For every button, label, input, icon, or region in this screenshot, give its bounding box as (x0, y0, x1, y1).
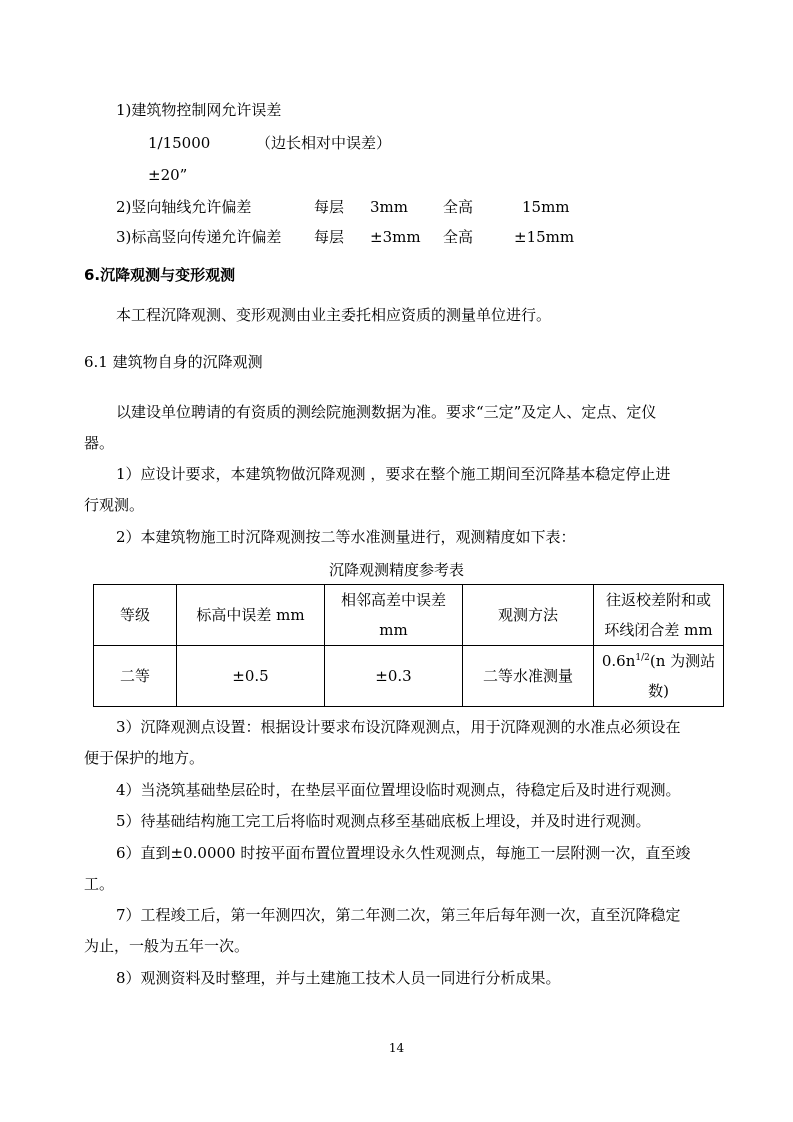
elevation-per-floor-value: ±3mm (370, 228, 421, 246)
elevation-total-label: 全高 (443, 228, 474, 246)
paragraph-standard-line-1: 以建设单位聘请的有资质的测绘院施测数据为准。要求“三定”及定人、定点、定仪 (116, 403, 657, 421)
paragraph-standard-line-2: 器。 (84, 434, 115, 452)
elevation-per-floor-label: 每层 (314, 228, 345, 246)
header-method: 观测方法 (463, 585, 594, 646)
item-5: 5）待基础结构施工完工后将临时观测点移至基础底板上埋设，并及时进行观测。 (116, 812, 651, 830)
cell-adjacent-error: ±0.3 (325, 646, 463, 707)
elevation-tolerance-label: 3)标高竖向传递允许偏差 (116, 228, 282, 246)
cell-closure-error (594, 646, 724, 707)
header-adjacent-error (325, 585, 463, 646)
item-4: 4）当浇筑基础垫层砼时，在垫层平面位置埋设临时观测点，待稳定后及时进行观测。 (116, 781, 681, 799)
tolerance-ratio: 1/15000 (148, 134, 211, 152)
header-grade: 等级 (94, 585, 177, 646)
item-6-line-2: 工。 (84, 875, 115, 893)
table-header-row (94, 585, 724, 646)
closure-formula-note-2: 数) (648, 682, 669, 700)
subsection-heading-6-1: 6.1 建筑物自身的沉降观测 (84, 353, 263, 371)
cell-method: 二等水准测量 (463, 646, 594, 707)
header-closure-error (594, 585, 724, 646)
cell-grade: 二等 (94, 646, 177, 707)
tolerance-angle: ±20” (148, 166, 188, 184)
axis-per-floor-label: 每层 (314, 198, 345, 216)
header-adjacent-error-line-1: 相邻高差中误差 (340, 591, 446, 609)
item-8: 8）观测资料及时整理，并与土建施工技术人员一同进行分析成果。 (116, 969, 561, 987)
cell-elevation-error: ±0.5 (177, 646, 325, 707)
item-7-line-1: 7）工程竣工后，第一年测四次，第二年测二次，第三年后每年测一次，直至沉降稳定 (116, 906, 681, 924)
item-7-line-2: 为止，一般为五年一次。 (84, 937, 250, 955)
paragraph-intro: 本工程沉降观测、变形观测由业主委托相应资质的测量单位进行。 (116, 306, 552, 324)
table-row (94, 646, 724, 707)
elevation-total-value: ±15mm (514, 228, 575, 246)
axis-per-floor-value: 3mm (370, 198, 408, 216)
item-1-line-1: 1）应设计要求，本建筑物做沉降观测 ，要求在整个施工期间至沉降基本稳定停止进 (116, 465, 671, 483)
item-3-line-1: 3）沉降观测点设置：根据设计要求布设沉降观测点，用于沉降观测的水准点必须设在 (116, 718, 681, 736)
table-caption: 沉降观测精度参考表 (328, 561, 464, 579)
tolerance-ratio-note: （边长相对中误差） (256, 134, 392, 152)
tolerance-line-1: 1)建筑物控制网允许误差 (116, 101, 282, 119)
axis-total-label: 全高 (443, 198, 474, 216)
closure-formula-note: (n 为测站 (649, 652, 716, 670)
header-elevation-error: 标高中误差 mm (177, 585, 325, 646)
closure-exponent: 1/2 (635, 653, 650, 663)
header-adjacent-error-line-2: mm (379, 621, 408, 639)
section-heading-6: 6.沉降观测与变形观测 (84, 266, 236, 284)
closure-formula: 0.6n (601, 652, 636, 670)
header-closure-error-line-2: 环线闭合差 mm (604, 621, 713, 639)
axis-total-value: 15mm (522, 198, 570, 216)
item-2: 2）本建筑物施工时沉降观测按二等水准测量进行，观测精度如下表： (116, 528, 576, 546)
page-number: 14 (388, 1041, 405, 1055)
item-3-line-2: 便于保护的地方。 (84, 749, 205, 767)
header-closure-error-line-1: 往返校差附和或 (605, 591, 711, 609)
axis-tolerance-label: 2)竖向轴线允许偏差 (116, 198, 252, 216)
item-6-line-1: 6）直到±0.0000 时按平面布置位置埋设永久性观测点，每施工一层附测一次，直至竣 (116, 844, 691, 862)
precision-table (93, 584, 724, 707)
item-1-line-2: 行观测。 (84, 496, 145, 514)
